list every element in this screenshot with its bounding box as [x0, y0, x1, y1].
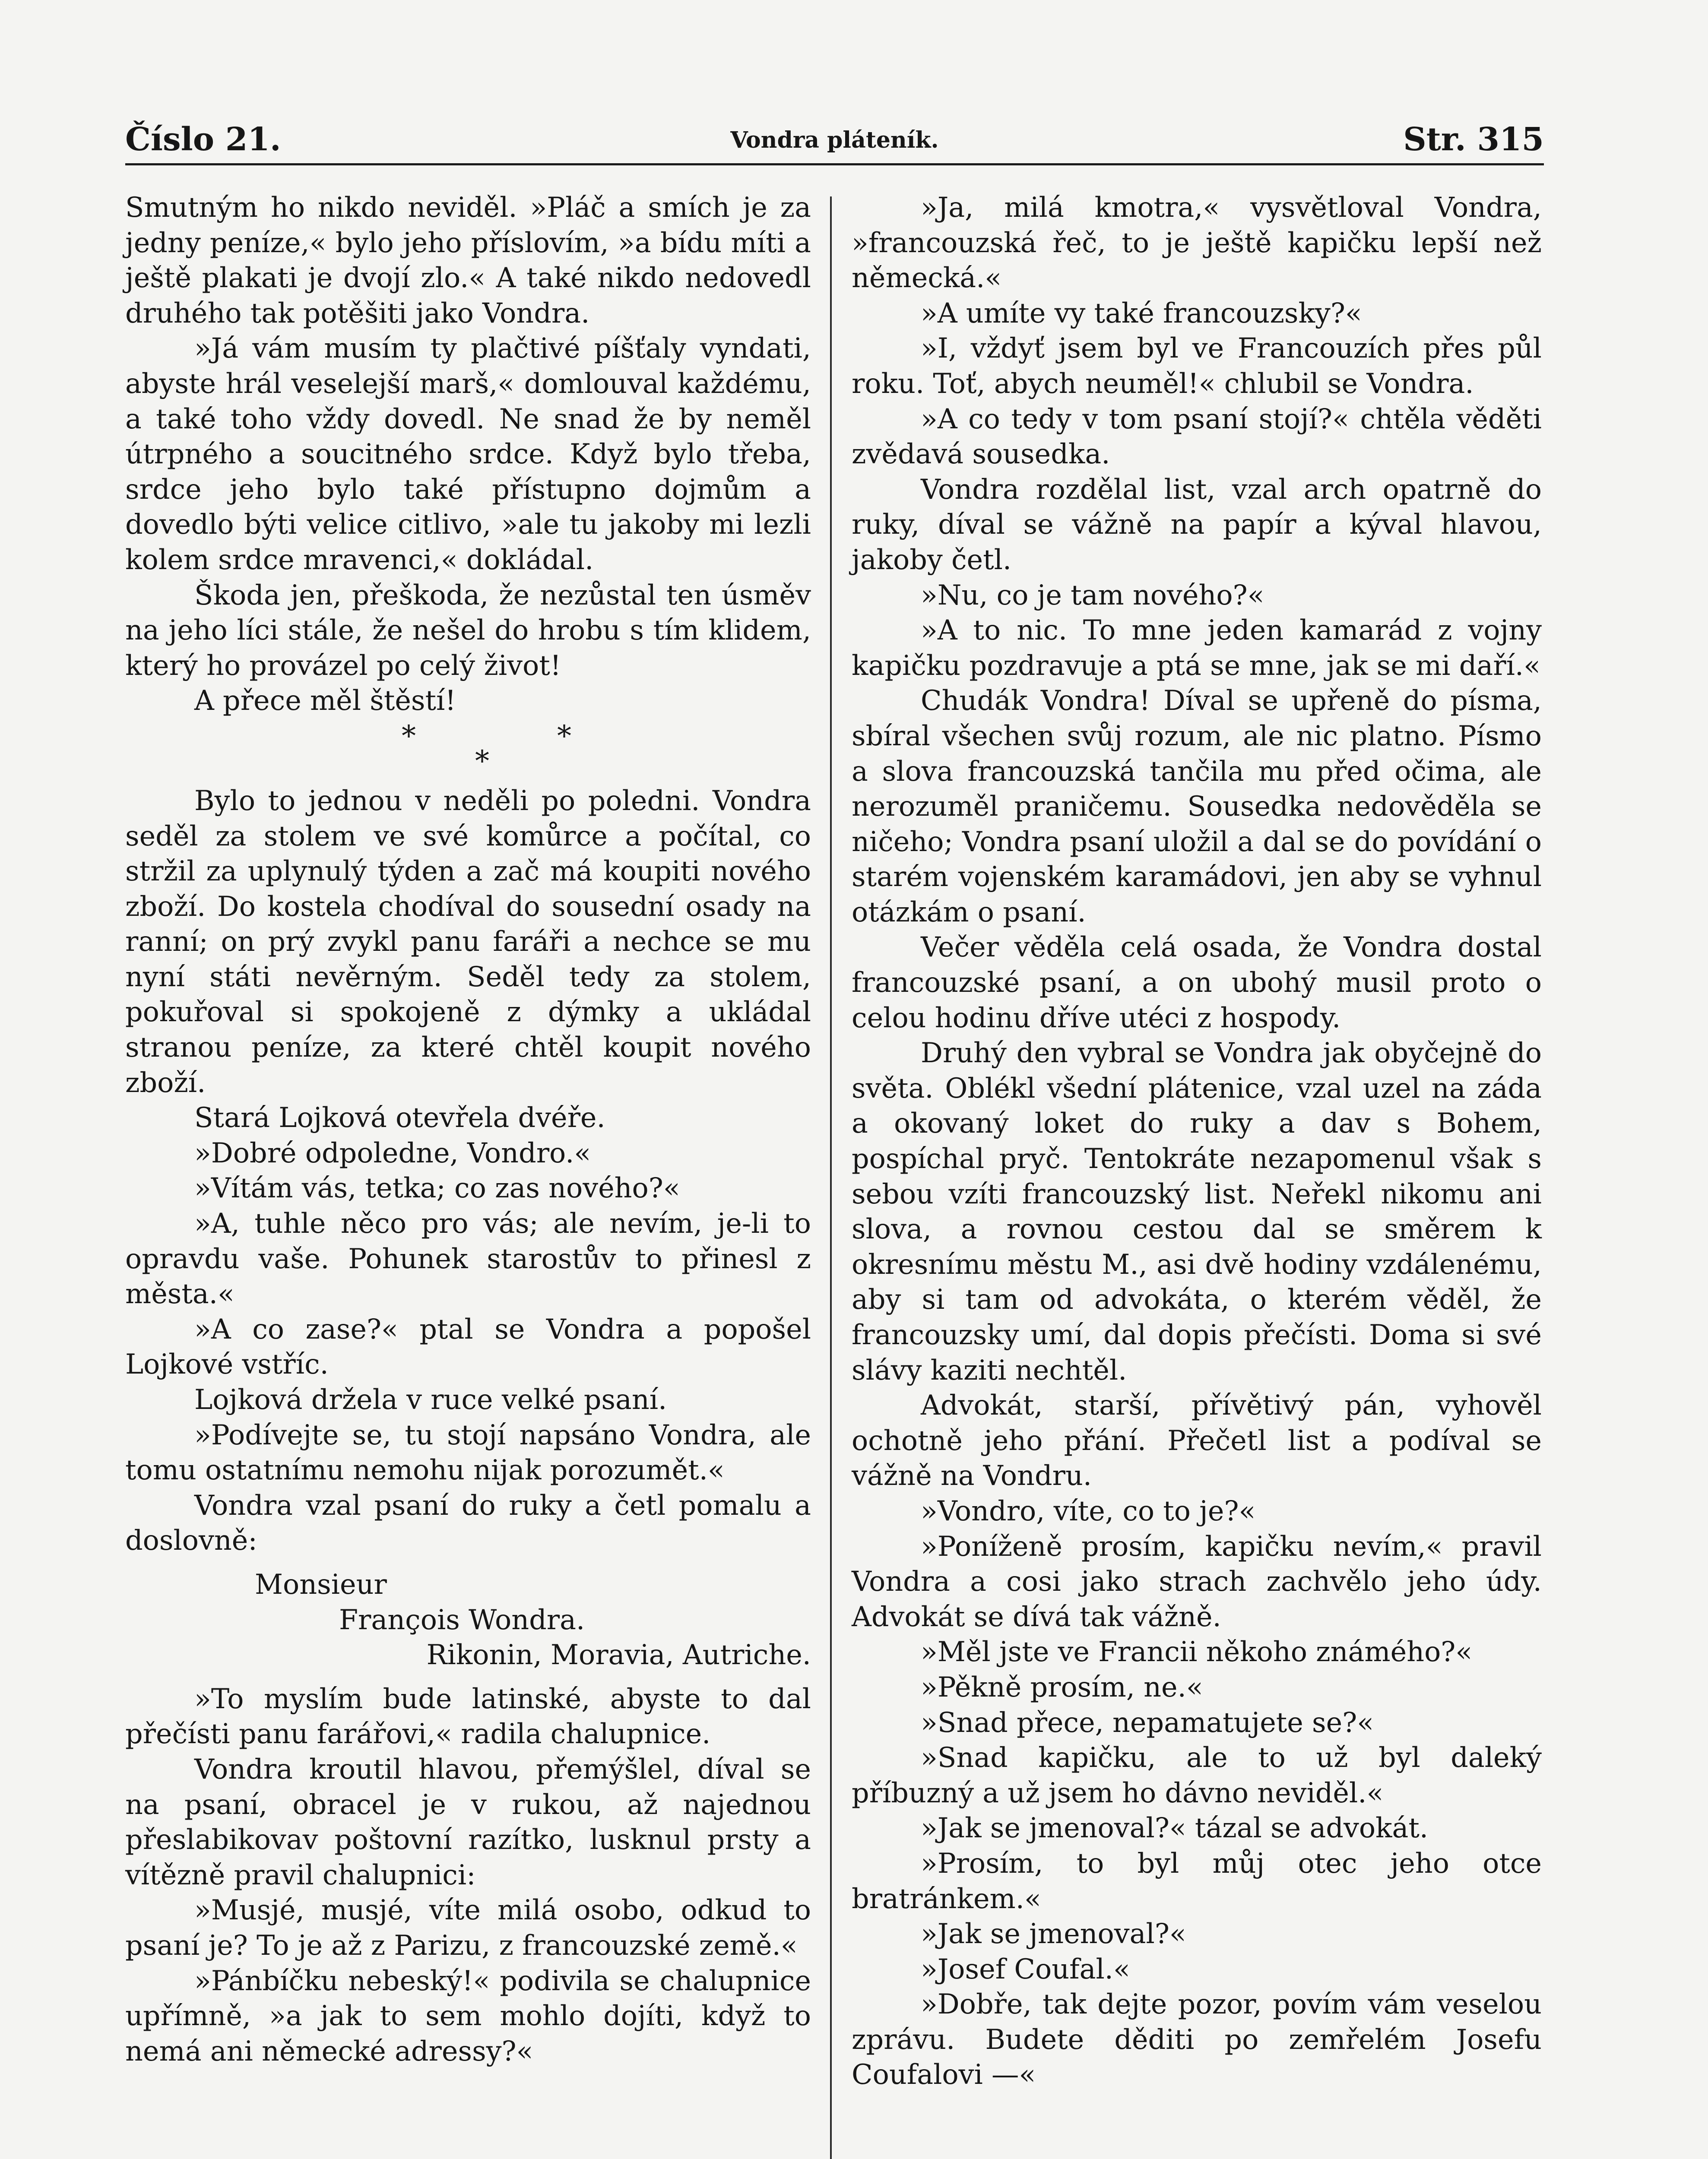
dialogue-line: »Pěkně prosím, ne.«: [921, 1671, 1203, 1703]
issue-number: Číslo 21.: [125, 121, 281, 158]
paragraph: Vondra kroutil hlavou, přemýšlel, díval se na psaní, obracel je v rukou, až najednou přeslabikovav poštovní razítko, lusknul prsty a vítězně pravil chalupnici:: [125, 1753, 811, 1891]
dialogue-line: »A to nic. To mne jeden kamarád z vojny kapičku pozdravuje a ptá se mne, jak se mi daří.«: [852, 614, 1542, 681]
left-column: [125, 190, 811, 2069]
letter-address-line: Rikonin, Moravia, Autriche.: [426, 1639, 811, 1671]
paragraph: Škoda jen, přeškoda, že nezůstal ten úsměv na jeho líci stále, že nešel do hrobu s tím klidem, který ho provázel po celý život!: [125, 579, 811, 681]
dialogue-line: »Vondro, víte, co to je?«: [921, 1494, 1256, 1527]
paragraph: Advokát, starší, přívětivý pán, vyhověl ochotně jeho přání. Přečetl list a podíval se vážně na Vondru.: [852, 1389, 1542, 1492]
dialogue-line: »A co tedy v tom psaní stojí?« chtěla věděti zvědavá sousedka.: [852, 402, 1542, 470]
paragraph: Stará Lojková otevřela dvéře.: [194, 1102, 605, 1134]
paragraph: Lojková držela v ruce velké psaní.: [194, 1383, 667, 1415]
running-title: Vondra pláteník.: [730, 127, 939, 153]
dialogue-line: »To myslím bude latinské, abyste to dal přečísti panu farářovi,« radila chalupnice.: [125, 1682, 811, 1750]
asterisk: *: [475, 744, 489, 778]
paragraph: Vondra rozdělal list, vzal arch opatrně do ruky, díval se vážně na papír a kýval hlavou, jakoby četl.: [852, 473, 1542, 576]
paragraph: Bylo to jednou v neděli po poledni. Vondra seděl za stolem ve své komůrce a počítal, co stržil za uplynulý týden a zač má koupiti nového zboží. Do kostela chodíval do sousední osady na ranní; on prý zvykl panu faráři a nechce se mu nyní státi nevěrným. Seděl tedy za stolem, pokuřoval si spokojeně z dýmky a ukládal stranou peníze, za které chtěl koupit nového zboží.: [125, 784, 811, 1098]
paragraph: Chudák Vondra! Díval se upřeně do písma, sbíral všechen svůj rozum, ale nic platno. Písmo a slova francouzská tančila mu před očima, ale nerozuměl praničemu. Sousedka nedověděla se ničeho; Vondra psaní uložil a dal se do povídání o starém vojenském karamádovi, jen aby se vyhnul otázkám o psaní.: [852, 684, 1542, 928]
dialogue-line: »Musjé, musjé, víte milá osobo, odkud to psaní je? To je až z Parizu, z francouzské země.«: [125, 1894, 811, 1961]
dialogue-line: »A umíte vy také francouzsky?«: [921, 297, 1362, 329]
dialogue-line: »Nu, co je tam nového?«: [921, 579, 1264, 611]
dialogue-line: »Poníženě prosím, kapičku nevím,« pravil Vondra a cosi jako strach zachvělo jeho údy. Advokát se dívá tak vážně.: [852, 1530, 1542, 1633]
dialogue-line: »Pánbíčku nebeský!« podivila se chalupnice upřímně, »a jak to sem mohlo dojíti, když to nemá ani německé adressy?«: [125, 1964, 811, 2067]
dialogue-line: »Snad kapičku, ale to už byl daleký příbuzný a už jsem ho dávno neviděl.«: [852, 1741, 1542, 1809]
dialogue-line: »Jak se jmenoval?«: [921, 1918, 1186, 1950]
asterisk: *: [557, 719, 571, 753]
right-column: [852, 190, 1542, 2093]
dialogue-line: »Josef Coufal.«: [921, 1953, 1130, 1985]
paragraph: Smutným ho nikdo neviděl. »Pláč a smích je za jedny peníze,« bylo jeho příslovím, »a bídu míti a ještě plakati je dvojí zlo.« A také nikdo nedovedl druhého tak potěšiti jako Vondra.: [125, 191, 811, 329]
paragraph: Druhý den vybral se Vondra jak obyčejně do světa. Oblékl všední plátenice, vzal uzel na záda a okovaný loket do ruky a dav s Bohem, pospíchal pryč. Tentokráte nezapomenul však s sebou vzíti francouzský list. Neřekl nikomu ani slova, a rovnou cestou dal se směrem k okresnímu městu M., asi dvě hodiny vzdálenému, aby si tam od advokáta, o kterém věděl, že francouzsky umí, dal dopis přečísti. Doma si své slávy kaziti nechtěl.: [852, 1037, 1542, 1386]
paragraph: »Já vám musím ty plačtivé píšťaly vyndati, abyste hrál veselejší marš,« domlouval každému, a také toho vždy dovedl. Ne snad že by neměl útrpného a soucitného srdce. Když bylo třeba, srdce jeho bylo také přístupno dojmům a dovedlo býti velice citlivo, »ale tu jakoby mi lezli kolem srdce mravenci,« dokládal.: [125, 332, 811, 576]
paragraph: Večer věděla celá osada, že Vondra dostal francouzské psaní, a on ubohý musil proto o celou hodinu dříve utéci z hospody.: [852, 931, 1542, 1034]
letter-address-line: Monsieur: [255, 1568, 387, 1600]
dialogue-line: »Měl jste ve Francii někoho známého?«: [921, 1636, 1473, 1668]
dialogue-line: »I, vždyť jsem byl ve Francouzích přes půl roku. Toť, abych neuměl!« chlubil se Vondra.: [852, 332, 1542, 399]
dialogue-line: »Prosím, to byl můj otec jeho otce bratránkem.«: [852, 1847, 1542, 1915]
dialogue-line: »Dobré odpoledne, Vondro.«: [194, 1136, 591, 1169]
dialogue-line: »Podívejte se, tu stojí napsáno Vondra, ale tomu ostatnímu nemohu nijak porozumět.«: [125, 1418, 811, 1486]
section-break: [125, 719, 811, 783]
header-rule: [125, 163, 1544, 165]
dialogue-line: »A, tuhle něco pro vás; ale nevím, je-li to opravdu vaše. Pohunek starostův to přinesl z města.«: [125, 1207, 811, 1310]
dialogue-line: »Vítám vás, tetka; co zas nového?«: [194, 1172, 680, 1204]
paragraph: Vondra vzal psaní do ruky a četl pomalu a doslovně:: [125, 1489, 811, 1557]
dialogue-line: »Snad přece, nepamatujete se?«: [921, 1706, 1374, 1738]
page-number: Str. 315: [1403, 121, 1544, 158]
dialogue-line: »A co zase?« ptal se Vondra a popošel Lojkové vstříc.: [125, 1313, 811, 1380]
dialogue-line: »Dobře, tak dejte pozor, povím vám veselou zprávu. Budete děditi po zemřelém Josefu Coufalovi —«: [852, 1988, 1542, 2091]
page-header: [125, 117, 1544, 164]
column-divider: [830, 196, 832, 2159]
letter-address-line: François Wondra.: [339, 1603, 585, 1636]
dialogue-line: »Ja, milá kmotra,« vysvětloval Vondra, »francouzská řeč, to je ještě kapičku lepší než německá.«: [852, 191, 1542, 294]
asterisk: *: [402, 719, 416, 753]
dialogue-line: »Jak se jmenoval?« tázal se advokát.: [921, 1812, 1429, 1844]
paragraph: A přece měl štěstí!: [194, 684, 456, 717]
